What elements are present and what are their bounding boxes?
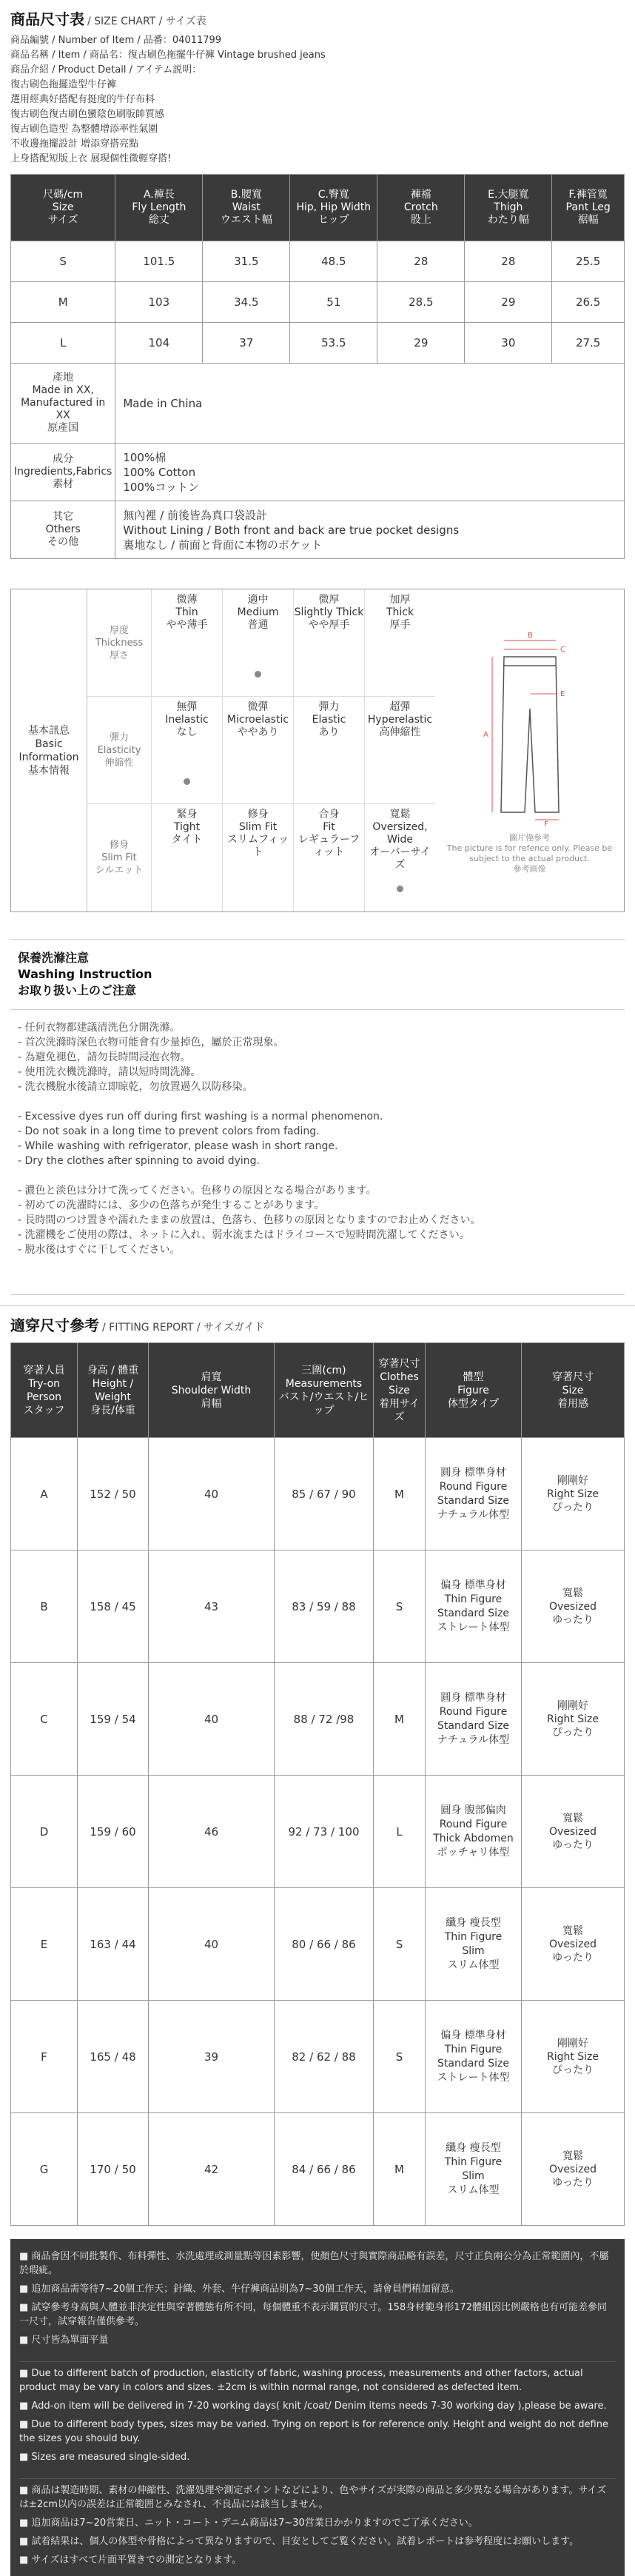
fitting-header-cell: 穿著人員 Try-on Person スタッフ [11, 1343, 78, 1438]
product-info-line: 復古刷色復古刷色蠻陰色刷版帥質感 [10, 109, 165, 120]
fitting-cell: 43 [149, 1550, 275, 1663]
fitting-header-cell: 三圍(cm) Measurements バスト/ウエスト/ヒップ [275, 1343, 374, 1438]
attr-row-thickness [87, 589, 435, 697]
attr-option-text: 超彈 Hyperelastic 高伸縮性 [367, 701, 433, 738]
material-row [11, 444, 625, 501]
pants-diagram-area [435, 589, 624, 911]
size-cell: 27.5 [552, 323, 625, 364]
fitting-cell: 圓身 腹部偏肉 Round Figure Thick Abdomen ポッチャリ体型 [426, 1776, 522, 1888]
attr-head: 彈力 Elasticity 伸縮性 [97, 732, 141, 769]
attr-option [151, 697, 222, 803]
diagram-label: C [560, 645, 565, 654]
basic-info-panel [10, 589, 625, 912]
size-chart-title: 商品尺寸表 [10, 10, 84, 28]
other-value: 無內裡 / 前後皆為真口袋設計 Without Lining / Both front and back are true pocket designs 裏地なし / 前面と背面に本物のポケット [115, 501, 625, 559]
size-cell: M [11, 282, 115, 323]
size-row-l [11, 323, 625, 364]
fitting-cell: A [11, 1438, 78, 1550]
fitting-cell: M [374, 2113, 426, 2226]
fitting-cell: M [374, 1438, 426, 1550]
size-cell: 29 [465, 282, 552, 323]
fitting-cell: 纖身 瘦長型 Thin Figure Slim スリム体型 [426, 1888, 522, 2001]
product-info-line: 商品介紹 / Product Detail / アイテム説明： [10, 64, 202, 76]
size-row-m [11, 282, 625, 323]
fitting-title: 適穿尺寸參考 [10, 1317, 99, 1334]
fitting-cell: 寬鬆 Ovesized ゆったり [522, 1888, 625, 2001]
fitting-header-row [11, 1343, 625, 1438]
fitting-cell: 92 / 73 / 100 [275, 1776, 374, 1888]
fitting-cell: 159 / 54 [78, 1663, 149, 1776]
fitting-cell: 165 / 48 [78, 2001, 149, 2113]
attr-option [364, 589, 435, 696]
size-cell: 103 [115, 282, 203, 323]
fitting-cell: 圓身 標準身材 Round Figure Standard Size ナチュラル体型 [426, 1663, 522, 1776]
size-header-cell: E.大腿寬 Thigh わたり幅 [465, 175, 552, 241]
fitting-cell: B [11, 1550, 78, 1663]
fitting-row [11, 1776, 625, 1888]
product-info-line: 上身搭配短版上衣 展現個性微輕穿搭! [10, 153, 172, 164]
note-ja: ■ サイズはすべて片面平置きでの測定となります。 [19, 2555, 242, 2566]
attr-option-text: 合身 Fit レギュラーフィット [298, 809, 360, 858]
fitting-cell: 42 [149, 2113, 275, 2226]
size-header-cell: F.褲管寬 Pant Leg 裾幅 [552, 175, 625, 241]
fitting-cell: 83 / 59 / 88 [275, 1550, 374, 1663]
attr-option [293, 804, 364, 911]
pants-diagram-icon [474, 627, 585, 827]
size-row-s [11, 241, 625, 282]
note-ja: ■ 追加商品は7~20営業日、ニット・コート・デニム商品は7~30営業日かかりますのでご了承ください。 [19, 2518, 478, 2529]
product-info-line: 選用經典好搭配有挺度的牛仔布料 [10, 94, 155, 105]
basic-info-label: 基本訊息 Basic Information 基本情報 [11, 589, 87, 911]
attr-option-text: 彈力 Elastic あり [312, 701, 346, 738]
attr-option [293, 697, 364, 803]
size-cell: S [11, 241, 115, 282]
size-cell: 29 [377, 323, 465, 364]
fitting-cell: 46 [149, 1776, 275, 1888]
fitting-cell: 40 [149, 1438, 275, 1550]
material-label: 成分 Ingredients,Fabrics 素材 [11, 444, 115, 501]
diagram-label: B [527, 631, 533, 640]
fitting-cell: 84 / 66 / 86 [275, 2113, 374, 2226]
fitting-cell: 39 [149, 2001, 275, 2113]
other-label: 其它 Others その他 [11, 501, 115, 559]
fitting-cell: E [11, 1888, 78, 2001]
fitting-cell: 剛剛好 Right Size ぴったり [522, 2001, 625, 2113]
fitting-cell: 寬鬆 Ovesized ゆったり [522, 1776, 625, 1888]
size-cell: 25.5 [552, 241, 625, 282]
note-zh: ■ 商品會因不同批製作、布料彈性、水洗處理或測量點等因素影響，使顏色尺寸與實際商品略有誤差，尺寸正負兩公分為正常範圍內，不屬於瑕疵。 [19, 2251, 609, 2276]
note-ja: ■ 商品は製造時期、素材の伸縮性、洗濯処理や測定ポイントなどにより、色やサイズが実際の商品と多少異なる場合があります。サイズは±2cm以内の誤差は正常範囲とみなされ、不良品には該当しません。 [19, 2485, 607, 2510]
washing-body [10, 1010, 625, 1294]
fitting-cell: 圓身 標準身材 Round Figure Standard Size ナチュラル体型 [426, 1438, 522, 1550]
notes-panel [10, 2239, 625, 2576]
attr-option [151, 804, 222, 911]
size-table-header-row [11, 175, 625, 241]
product-info-line: 商品名稱 / Item / 商品名：復古刷色拖擺牛仔褲 Vintage brushed jeans [10, 50, 326, 61]
attr-option [364, 697, 435, 803]
attribute-grid [87, 589, 435, 911]
attr-option-text: 適中 Medium 普通 [237, 594, 279, 631]
fitting-cell: 寬鬆 Ovesized ゆったり [522, 1550, 625, 1663]
size-cell: L [11, 323, 115, 364]
attr-option [364, 804, 435, 911]
product-info-line: 復古刷色造型 為整體增添率性氣圍 [10, 124, 158, 135]
size-cell: 26.5 [552, 282, 625, 323]
size-cell: 28.5 [377, 282, 465, 323]
fitting-header-cell: 穿著尺寸 Clothes Size 着用サイズ [374, 1343, 426, 1438]
attr-option-text: 寬鬆 Oversized, Wide オーバーサイズ [369, 809, 431, 871]
fitting-header-cell: 身高 / 體重 Height / Weight 身長/体重 [78, 1343, 149, 1438]
fitting-cell: 40 [149, 1663, 275, 1776]
notes-divider [19, 2464, 616, 2479]
product-info-line: 商品編號 / Number of Item / 品番：04011799 [10, 35, 222, 46]
fitting-cell: D [11, 1776, 78, 1888]
attr-option-text: 無彈 Inelastic なし [165, 701, 209, 738]
attr-head: 厚度 Thickness 厚さ [95, 624, 144, 661]
size-chart-heading [0, 0, 635, 32]
note-en: ■ Sizes are measured single-sided. [19, 2452, 190, 2463]
fitting-header-cell: 穿著尺寸 Size 着用感 [522, 1343, 625, 1438]
fitting-cell: G [11, 2113, 78, 2226]
fitting-cell: 85 / 67 / 90 [275, 1438, 374, 1550]
origin-row [11, 364, 625, 444]
origin-label: 產地 Made in XX, Manufactured in XX 原產国 [11, 364, 115, 444]
fitting-cell: M [374, 1663, 426, 1776]
size-cell: 30 [465, 323, 552, 364]
fitting-cell: 40 [149, 1888, 275, 2001]
fitting-cell: S [374, 2001, 426, 2113]
fitting-cell: 剛剛好 Right Size ぴったり [522, 1438, 625, 1550]
diagram-label: A [483, 730, 488, 739]
fitting-row [11, 1888, 625, 2001]
selected-dot-icon [184, 778, 190, 785]
washing-block-en: - Excessive dyes run off during first washing is a normal phenomenon. - Do not soak in a long time to prevent colors from fading. - While washing with refrigerator, please wash in short range. - Dry the clothes after spinning to avoid dying. [18, 1111, 383, 1167]
fitting-cell: 偏身 標準身材 Thin Figure Standard Size ストレート体型 [426, 2001, 522, 2113]
note-ja: ■ 試着結果は、個人の体型や骨格によって異なりますので、目安としてご覧ください。試着レポートは参考程度にお願いします。 [19, 2536, 579, 2547]
fitting-subtitle: / FITTING REPORT / サイズガイド [102, 1322, 265, 1334]
size-cell: 53.5 [290, 323, 377, 364]
material-value: 100%棉 100% Cotton 100%コットン [115, 444, 625, 501]
size-cell: 37 [203, 323, 290, 364]
size-cell: 28 [377, 241, 465, 282]
attr-option-text: 加厚 Thick 厚手 [386, 594, 414, 631]
selected-dot-icon [255, 671, 261, 678]
fitting-cell: 剛剛好 Right Size ぴったり [522, 1663, 625, 1776]
attr-row-fit [87, 804, 435, 911]
size-cell: 104 [115, 323, 203, 364]
fitting-table [10, 1342, 625, 2226]
size-header-cell: A.褲長 Fly Length 総丈 [115, 175, 203, 241]
attr-option-text: 微薄 Thin やや薄手 [166, 594, 208, 631]
fitting-cell: 纖身 瘦長型 Thin Figure Slim スリム体型 [426, 2113, 522, 2226]
fitting-row [11, 1550, 625, 1663]
fitting-cell: 152 / 50 [78, 1438, 149, 1550]
fitting-heading [0, 1305, 635, 1342]
fitting-cell: 80 / 66 / 86 [275, 1888, 374, 2001]
fitting-cell: S [374, 1550, 426, 1663]
note-zh: ■ 追加商品需等待7~20個工作天；針織、外套、牛仔褲商品則為7~30個工作天，請會員們稍加留意。 [19, 2284, 460, 2295]
size-header-cell: 尺碼/cm Size サイズ [11, 175, 115, 241]
product-info [0, 32, 635, 174]
size-cell: 34.5 [203, 282, 290, 323]
fitting-cell: 170 / 50 [78, 2113, 149, 2226]
product-info-line: 復古刷色拖擺造型牛仔褲 [10, 79, 117, 90]
attr-head: 修身 Slim Fit シルエット [95, 840, 144, 876]
attr-option [222, 589, 293, 696]
attr-row-elasticity [87, 697, 435, 804]
diagram-label: F [543, 820, 548, 827]
fitting-header-cell: 肩寬 Shoulder Width 肩幅 [149, 1343, 275, 1438]
selected-dot-icon [397, 886, 403, 892]
fitting-header-cell: 體型 Figure 体型タイプ [426, 1343, 522, 1438]
washing-section [10, 939, 625, 1295]
attr-option-text: 微厚 Slightly Thick やや厚手 [294, 594, 364, 631]
size-header-cell: 褲襠 Crotch 股上 [377, 175, 465, 241]
diagram-label: E [560, 689, 565, 698]
attr-option [151, 589, 222, 696]
washing-block-ja: - 濃色と淡色は分けて洗ってください。色移りの原因となる場合があります。 - 初めての洗濯時には、多少の色落ちが発生することがあります。 - 長時間のつけ置きや濡れたままの放置は、色落ち、色移りの原因となりますのでお止めください。 - 洗濯機をご使用の際は、ネットに入れ、弱水流またはドライコースで短時間洗濯してください。 - 脱水後はすぐに干してください。 [18, 1185, 481, 1256]
size-table [10, 174, 625, 559]
attr-option-text: 緊身 Tight タイト [171, 809, 203, 846]
fitting-cell: 163 / 44 [78, 1888, 149, 2001]
fitting-cell: C [11, 1663, 78, 1776]
size-cell: 28 [465, 241, 552, 282]
other-row [11, 501, 625, 559]
size-chart-subtitle: / SIZE CHART / サイズ表 [87, 16, 206, 27]
note-zh: ■ 尺寸皆為單面平量 [19, 2335, 109, 2346]
attr-option [222, 697, 293, 803]
fitting-cell: 寬鬆 Ovesized ゆったり [522, 2113, 625, 2226]
size-cell: 51 [290, 282, 377, 323]
size-cell: 48.5 [290, 241, 377, 282]
fitting-row [11, 2001, 625, 2113]
fitting-cell: 82 / 62 / 88 [275, 2001, 374, 2113]
notes-divider [19, 2347, 616, 2362]
fitting-cell: 偏身 標準身材 Thin Figure Standard Size ストレート体型 [426, 1550, 522, 1663]
note-en: ■ Due to different body types, sizes may be varied. Trying on report is for reference only. Height and weight do not define the sizes you should buy. [19, 2419, 608, 2444]
size-header-cell: C.臀寬 Hip, Hip Width ヒップ [290, 175, 377, 241]
origin-value: Made in China [115, 364, 625, 444]
fitting-cell: F [11, 2001, 78, 2113]
washing-title: 保養洗滌注意 Washing Instruction お取り扱い上のご注意 [10, 940, 625, 1010]
fitting-cell: 159 / 60 [78, 1776, 149, 1888]
product-info-line: 不收邊拖擺設計 增添穿搭亮點 [10, 138, 139, 150]
attr-option-text: 修身 Slim Fit スリムフィット [227, 809, 289, 858]
fitting-row [11, 1438, 625, 1550]
size-cell: 31.5 [203, 241, 290, 282]
note-en: ■ Add-on item will be delivered in 7-20 working days( knit /coat/ Denim items needs 7-30 working day ),please be aware. [19, 2401, 607, 2412]
fitting-row [11, 2113, 625, 2226]
size-cell: 101.5 [115, 241, 203, 282]
fitting-cell: S [374, 1888, 426, 2001]
attr-option-text: 微彈 Microelastic ややあり [226, 701, 289, 738]
fitting-row [11, 1663, 625, 1776]
fitting-cell: 158 / 45 [78, 1550, 149, 1663]
diagram-caption: 圖片僅參考 The picture is for refence only. Please be subject to the actual product. 參考画像 [446, 832, 613, 874]
washing-block-zh: - 任何衣物都建議清洗色分開洗滌。 - 首次洗滌時深色衣物可能會有少量掉色，屬於正常現象。 - 為避免褪色，請勿長時間浸泡衣物。 - 使用洗衣機洗滌時，請以短時間洗滌。 - 洗衣機脫水後請立即晾乾，勿放置過久以防移染。 [18, 1022, 284, 1093]
fitting-cell: L [374, 1776, 426, 1888]
size-header-cell: B.腰寬 Waist ウエスト幅 [203, 175, 290, 241]
note-en: ■ Due to different batch of production, elasticity of fabric, washing process, measurements and other factors, actual product may be vary in colors and sizes. ±2cm is within normal range, not considered as defected item. [19, 2368, 583, 2393]
note-zh: ■ 試穿參考身高與人體並非決定性與穿著體態有所不同，每個體重不表示購買的尺寸。158身材範身形172體組因比例嚴格也有可能差參同一尺寸，試穿報告僅供參考。 [19, 2302, 608, 2327]
attr-option [222, 804, 293, 911]
fitting-cell: 88 / 72 /98 [275, 1663, 374, 1776]
attr-option [293, 589, 364, 696]
